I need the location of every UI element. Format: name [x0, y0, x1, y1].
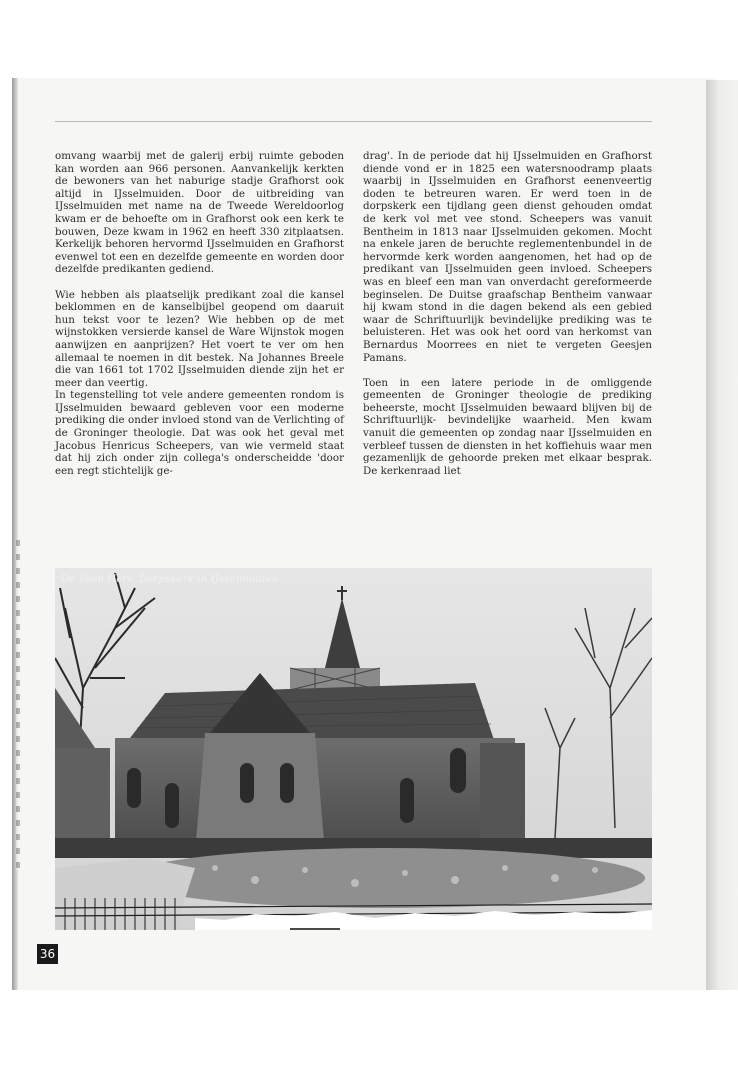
church-illustration — [55, 568, 652, 930]
right-column — [363, 150, 652, 477]
flower-bed — [125, 848, 645, 908]
annex — [480, 743, 525, 848]
binding-edge — [16, 540, 20, 870]
paragraph: drag'. In de periode dat hij IJsselmuiden en Grafhorst diende vond er in 1825 een watersnoodramp plaats waarbij in IJsselmuiden en Grafhorst eenenveertig doden te betreuren waren. Er werd toen in de dorpskerk een tijdlang geen dienst gehouden omdat de kerk vol met vee stond. Scheepers was vanuit Bentheim in 1813 naar IJsselmuiden gekomen. Mocht na enkele jaren de beruchte reglementenbundel in de hervormde kerk worden aangenomen, het had op de predikant van IJsselmuiden geen invloed. Scheepers was en bleef een man van onverdacht gereformeerde beginselen. De Duitse graafschap Bentheim vanwaar hij kwam stond in die dagen bekend als een gebied waar de Schriftuurlijk bevindelijke prediking was te beluisteren. Het was ook het oord van herkomst van Bernardus Moorrees en niet te vergeten Geesjen Pamans. — [363, 150, 652, 364]
house-left — [55, 748, 110, 838]
header-rule — [55, 121, 652, 122]
next-page-edge — [706, 80, 738, 990]
left-column — [55, 150, 344, 477]
paragraph: In tegenstelling tot vele andere gemeenten rondom is IJsselmuiden bewaard gebleven voor een moderne prediking die onder invloed stond van de Verlichting of de Groninger theologie. Dat was ook het geval met Jacobus Henricus Scheepers, van wie vermeld staat dat hij zich onder zijn collega's onderscheidde 'door een regt stichtelijk ge- — [55, 389, 344, 477]
paragraph: omvang waarbij met de galerij erbij ruimte geboden kan worden aan 966 personen. Aanvankelijk kerkten de bewoners van het naburige stadje Grafhorst ook altijd in IJsselmuiden. Door de uitbreiding van IJsselmuiden met name na de Tweede Wereldoorlog kwam er de behoefte om in Grafhorst ook een kerk te bouwen, Deze kwam in 1962 en heeft 330 zitplaatsen. Kerkelijk behoren hervormd IJsselmuiden en Grafhorst evenwel tot een en dezelfde gemeente en worden door dezelfde predikanten gediend. — [55, 150, 344, 276]
paragraph: Toen in een latere periode in de omliggende gemeenten de Groninger theologie de prediking beheerste, mocht IJsselmuiden bewaard blijven bij de Schriftuurlijk- bevindelijke waarheid. Men kwam vanuit die gemeenten op zondag naar IJsselmuiden en verbleef tussen de diensten in het koffiehuis waar men gezamenlijk de gehoorde preken met elkaar besprak. De kerkenraad liet — [363, 376, 652, 477]
paragraph: Wie hebben als plaatselijk predikant zoal die kansel beklommen en de kanselbijbel geopend om daaruit hun tekst voor te lezen? Wie hebben op de met wijnstokken versierde kansel de Ware Wijnstok mogen aanwijzen en aanprijzen? Het voert te ver om hen allemaal te noemen in dit bestek. Na Johannes Breele die van 1661 tot 1702 IJsselmuiden diende zijn het er meer dan veertig. — [55, 288, 344, 389]
apse — [195, 733, 325, 853]
church-photo — [55, 568, 652, 930]
photo-caption: De Veen Herv. Dorpskerk in IJsselmuiden — [61, 574, 279, 585]
page-number: 36 — [37, 944, 58, 964]
